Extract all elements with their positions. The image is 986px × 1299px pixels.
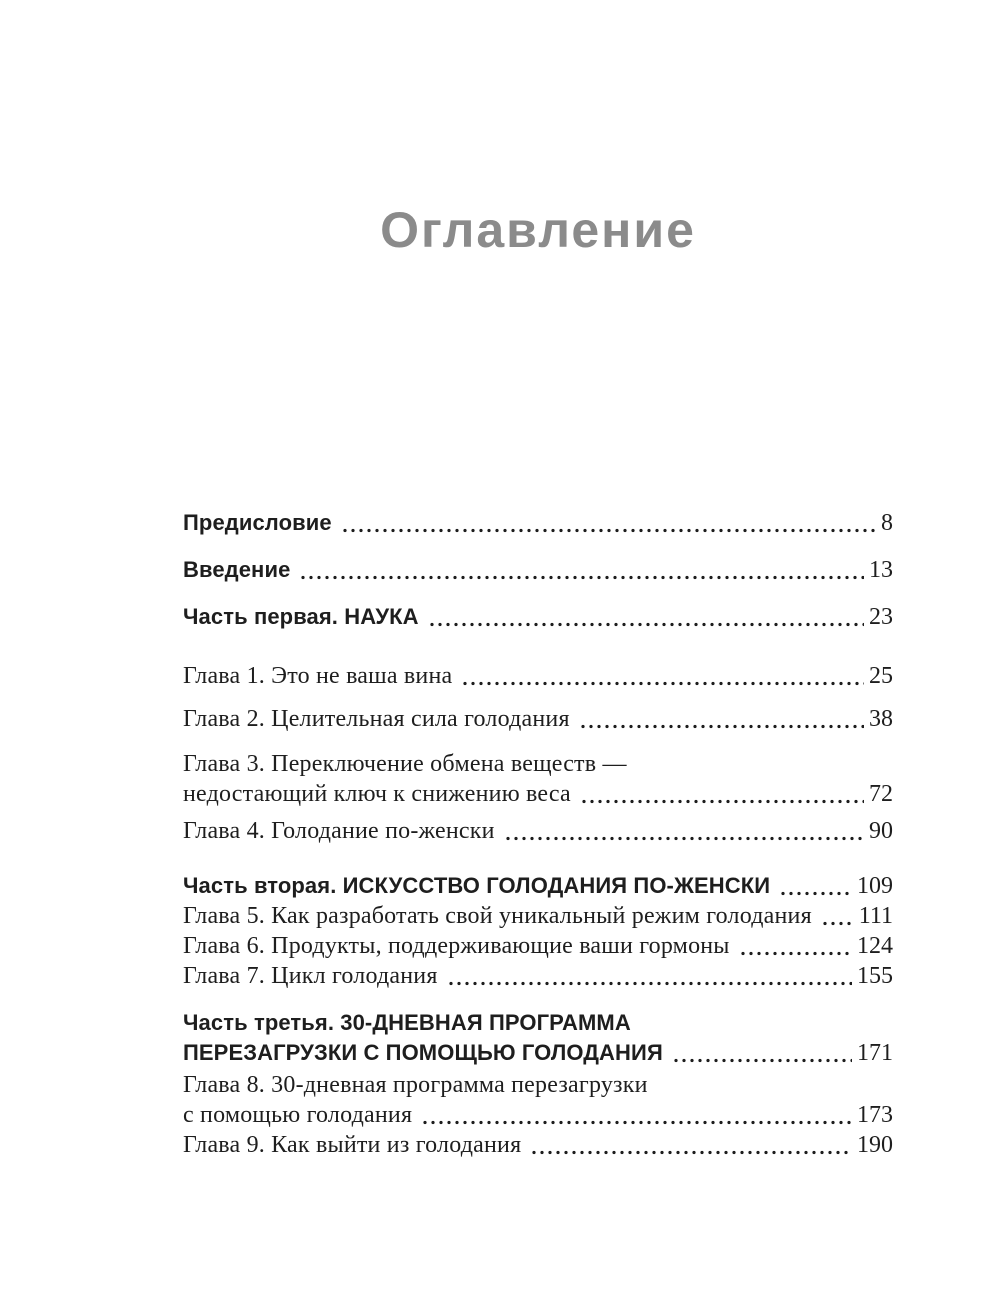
dot-leader [741, 951, 852, 956]
entry-line-2 [183, 779, 893, 809]
entry-line-1 [183, 749, 893, 779]
entry-page-number: 90 [869, 818, 893, 844]
entry-label: Часть вторая. ИСКУССТВО ГОЛОДАНИЯ ПО-ЖЕНСКИ [183, 873, 771, 898]
entry-label: Часть первая. НАУКА [183, 604, 419, 629]
toc-entry-chapter-3 [183, 749, 893, 809]
toc-entry-chapter-4 [183, 816, 893, 846]
dot-leader [301, 575, 864, 580]
entry-page-number: 23 [869, 604, 893, 630]
dot-leader [430, 622, 864, 627]
dot-leader [582, 799, 864, 804]
entry-page-number: 155 [857, 963, 893, 989]
dot-leader [506, 836, 864, 841]
entry-label: Предисловие [183, 510, 332, 535]
dot-leader [423, 1120, 852, 1125]
entry-line-1 [183, 1070, 893, 1100]
toc-entry-chapter-2 [183, 704, 893, 734]
entry-page-number: 124 [857, 933, 893, 959]
dot-leader [343, 528, 876, 533]
dot-leader [532, 1150, 852, 1155]
toc-entry-part-2 [183, 871, 893, 901]
toc-entry-part-1 [183, 602, 893, 632]
entry-line-2 [183, 1100, 893, 1130]
entry-label: Глава 9. Как выйти из голодания [183, 1132, 522, 1158]
dot-leader [581, 724, 864, 729]
entry-page-number: 190 [857, 1132, 893, 1158]
entry-line-2 [183, 1038, 893, 1068]
entry-label: Глава 4. Голодание по-женски [183, 818, 495, 844]
toc-entry-chapter-5 [183, 901, 893, 931]
entry-label-continuation: ПЕРЕЗАГРУЗКИ С ПОМОЩЬЮ ГОЛОДАНИЯ [183, 1040, 663, 1065]
entry-label: Глава 6. Продукты, поддерживающие ваши гормоны [183, 933, 730, 959]
entry-page-number: 173 [857, 1102, 893, 1128]
entry-page-number: 25 [869, 663, 893, 689]
entry-label: Глава 5. Как разработать свой уникальный режим голодания [183, 903, 812, 929]
entry-line-1 [183, 1008, 893, 1038]
toc-entry-introduction [183, 555, 893, 585]
table-of-contents [183, 508, 893, 1160]
entry-label: Глава 7. Цикл голодания [183, 963, 438, 989]
toc-entry-chapter-9 [183, 1130, 893, 1160]
entry-label-continuation: недостающий ключ к снижению веса [183, 781, 571, 807]
toc-entry-preface [183, 508, 893, 538]
entry-page-number: 8 [881, 510, 893, 536]
entry-page-number: 13 [869, 557, 893, 583]
dot-leader [781, 891, 852, 896]
dot-leader [449, 981, 852, 986]
toc-entry-chapter-1 [183, 661, 893, 691]
toc-entry-chapter-6 [183, 931, 893, 961]
toc-entry-chapter-8 [183, 1070, 893, 1130]
toc-entry-part-3 [183, 1008, 893, 1068]
entry-label: Глава 8. 30-дневная программа перезагрузки [183, 1072, 648, 1098]
entry-page-number: 72 [869, 781, 893, 807]
entry-label: Часть третья. 30-ДНЕВНАЯ ПРОГРАММА [183, 1010, 631, 1035]
entry-label: Введение [183, 557, 291, 582]
dot-leader [823, 921, 854, 926]
dot-leader [674, 1058, 852, 1063]
dot-leader [463, 681, 864, 686]
entry-page-number: 109 [857, 873, 893, 899]
entry-label: Глава 2. Целительная сила голодания [183, 706, 570, 732]
toc-entry-chapter-7 [183, 961, 893, 991]
entry-page-number: 38 [869, 706, 893, 732]
page-title: Оглавление [380, 202, 696, 258]
entry-label: Глава 1. Это не ваша вина [183, 663, 453, 689]
entry-label-continuation: с помощью голодания [183, 1102, 413, 1128]
entry-page-number: 171 [857, 1040, 893, 1066]
entry-label: Глава 3. Переключение обмена веществ — [183, 751, 627, 777]
entry-page-number: 111 [858, 903, 893, 929]
